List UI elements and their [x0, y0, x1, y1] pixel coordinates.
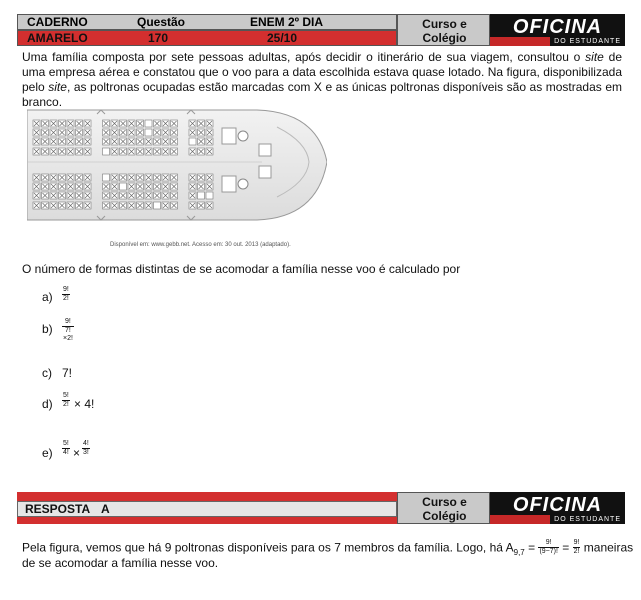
header-table — [17, 14, 625, 46]
logo-sub: DO ESTUDANTE — [554, 38, 621, 45]
option-d-fraction: $\frac{5!}{2!}$ — [63, 392, 69, 408]
option-a-fraction: $\frac{9!}{2!}$ — [63, 286, 69, 302]
caderno-value: AMARELO — [27, 31, 88, 45]
seat — [206, 192, 213, 199]
exam-date: 25/10 — [267, 31, 298, 45]
seat — [145, 120, 152, 127]
option-e-label: e) — [42, 446, 53, 460]
solution-line-2: de se acomodar a família nesse voo. — [22, 556, 219, 570]
solution-line-1: Pela figura, vemos que há 9 poltronas disponíveis para os 7 membros da família. Logo, há $A_{9,7}$ = $\frac{9!}{(9-7)!}$ = $\frac{9!}{2!}$ maneiras — [22, 539, 634, 558]
oficina-logo — [490, 14, 625, 46]
figure-caption: Disponível em: www.gebb.net. Acesso em: 30 out. 2013 (adaptado). — [110, 242, 291, 248]
galley-icon — [238, 179, 248, 189]
answer-label: RESPOSTA — [25, 502, 91, 516]
option-b-fraction: $\frac{9!}{7!\times 2!}$ — [63, 318, 73, 342]
seat — [103, 174, 110, 181]
question-prompt: O número de formas distintas de se acomodar a família nesse voo é calculado por — [22, 262, 461, 276]
option-e-fraction-2: $\frac{4!}{3!}$ — [83, 440, 89, 456]
questao-label: Questão — [137, 15, 186, 29]
solution-fraction-1: $\frac{9!}{(9-7)!}$ — [539, 539, 558, 555]
seat — [120, 183, 127, 190]
seat — [103, 148, 110, 155]
question-intro: Uma família composta por sete pessoas adultas, após decidir o itinerário de sua viagem, consultou o site de uma empresa aérea e constatou que o voo para a data escolhida estava quase lotado. Na figura, disponibilizada pelo site, as poltronas ocupadas estão marcadas com X e as únicas poltronas disponíveis são as mostradas em branco. — [22, 50, 623, 109]
seat — [145, 129, 152, 136]
galley-icon — [238, 131, 248, 141]
answer-oficina-logo: OFICINA DO ESTUDANTE — [490, 492, 625, 524]
course-line2: Colégio — [422, 31, 467, 45]
option-e-op: × — [73, 446, 81, 460]
answer-value: A — [101, 502, 110, 516]
airplane-seat-map — [27, 102, 327, 252]
answer-course-box: Curso e Colégio — [397, 492, 490, 524]
option-e-fraction-1: $\frac{5!}{4!}$ — [63, 440, 69, 456]
solution-fraction-2: $\frac{9!}{2!}$ — [573, 539, 580, 555]
course-box — [397, 14, 490, 46]
exam-label: ENEM 2º DIA — [250, 15, 324, 29]
option-b-label: b) — [42, 322, 53, 336]
logo-name: OFICINA — [512, 16, 603, 38]
option-c-label: c) — [42, 366, 52, 380]
option-c-text: 7! — [62, 366, 73, 380]
course-line1: Curso e — [422, 17, 467, 31]
seat — [189, 138, 196, 145]
option-a-label: a) — [42, 290, 53, 304]
seat — [154, 202, 161, 209]
questao-value: 170 — [148, 31, 169, 45]
caderno-label: CADERNO — [27, 15, 88, 29]
option-d-rest: × 4! — [74, 397, 95, 411]
seat — [198, 192, 205, 199]
option-d-label: d) — [42, 397, 53, 411]
answer-bar — [17, 492, 625, 524]
